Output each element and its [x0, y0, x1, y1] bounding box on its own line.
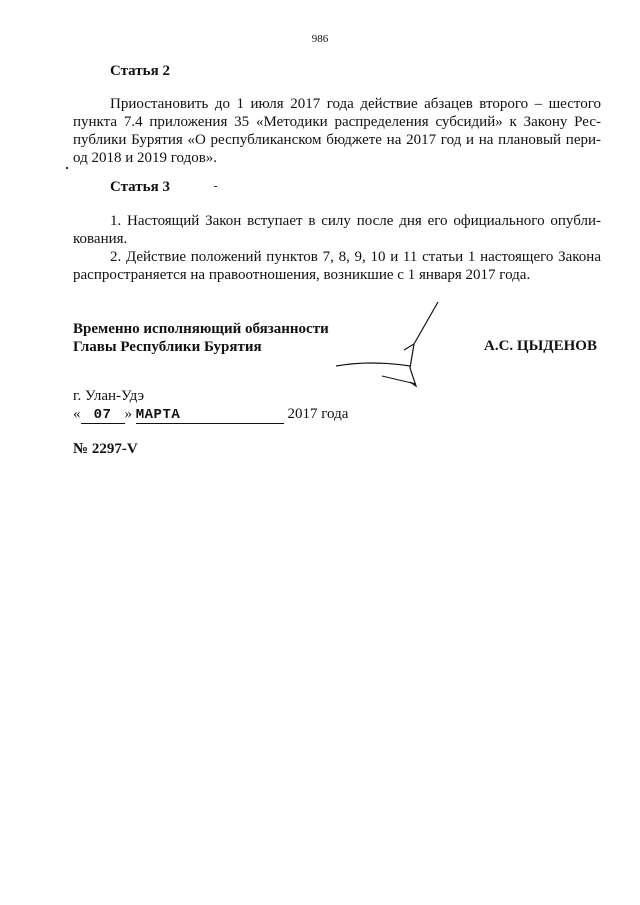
date-month: МАРТА: [135, 407, 181, 423]
article-3-line: распространяется на правоотношения, возникшие с 1 января 2017 года.: [73, 267, 531, 283]
signatory-name: А.С. ЦЫДЕНОВ: [484, 338, 597, 354]
page-number: 986: [311, 33, 329, 45]
signatory-title-line: Временно исполняющий обязанности: [73, 321, 329, 337]
handwritten-signature: [330, 298, 450, 390]
signatory-title-line: Главы Республики Бурятия: [73, 339, 262, 355]
date-year: 2017 года: [287, 406, 349, 422]
date-month-field: [136, 406, 284, 424]
law-number: № 2297-V: [73, 441, 138, 457]
date-day-field: [81, 406, 125, 424]
place-of-signing: г. Улан-Удэ: [73, 388, 145, 404]
date-open-quote: «: [73, 406, 81, 422]
article-2-line: пункта 7.4 приложения 35 «Методики распределения субсидий» к Закону Рес-: [73, 114, 601, 130]
scan-speck: [214, 186, 217, 187]
article-2-heading: Статья 2: [110, 63, 170, 79]
scan-speck: [66, 167, 68, 169]
article-2-line: публики Бурятия «О республиканском бюджете на 2017 год и на плановый пери-: [73, 132, 601, 148]
article-2-line: од 2018 и 2019 годов».: [73, 150, 218, 166]
article-2-line: Приостановить до 1 июля 2017 года действие абзацев второго – шестого: [110, 96, 601, 112]
date-day: 07: [93, 407, 112, 423]
date-close-quote: »: [124, 406, 132, 422]
signing-date: [73, 406, 348, 424]
article-3-line: 1. Настоящий Закон вступает в силу после дня его официального опубли-: [110, 213, 601, 229]
signatory-title: [73, 320, 329, 356]
article-3-line: кования.: [73, 231, 128, 247]
article-3-line: 2. Действие положений пунктов 7, 8, 9, 10 и 11 статьи 1 настоящего Закона: [110, 249, 601, 265]
article-3-heading: Статья 3: [110, 179, 170, 195]
